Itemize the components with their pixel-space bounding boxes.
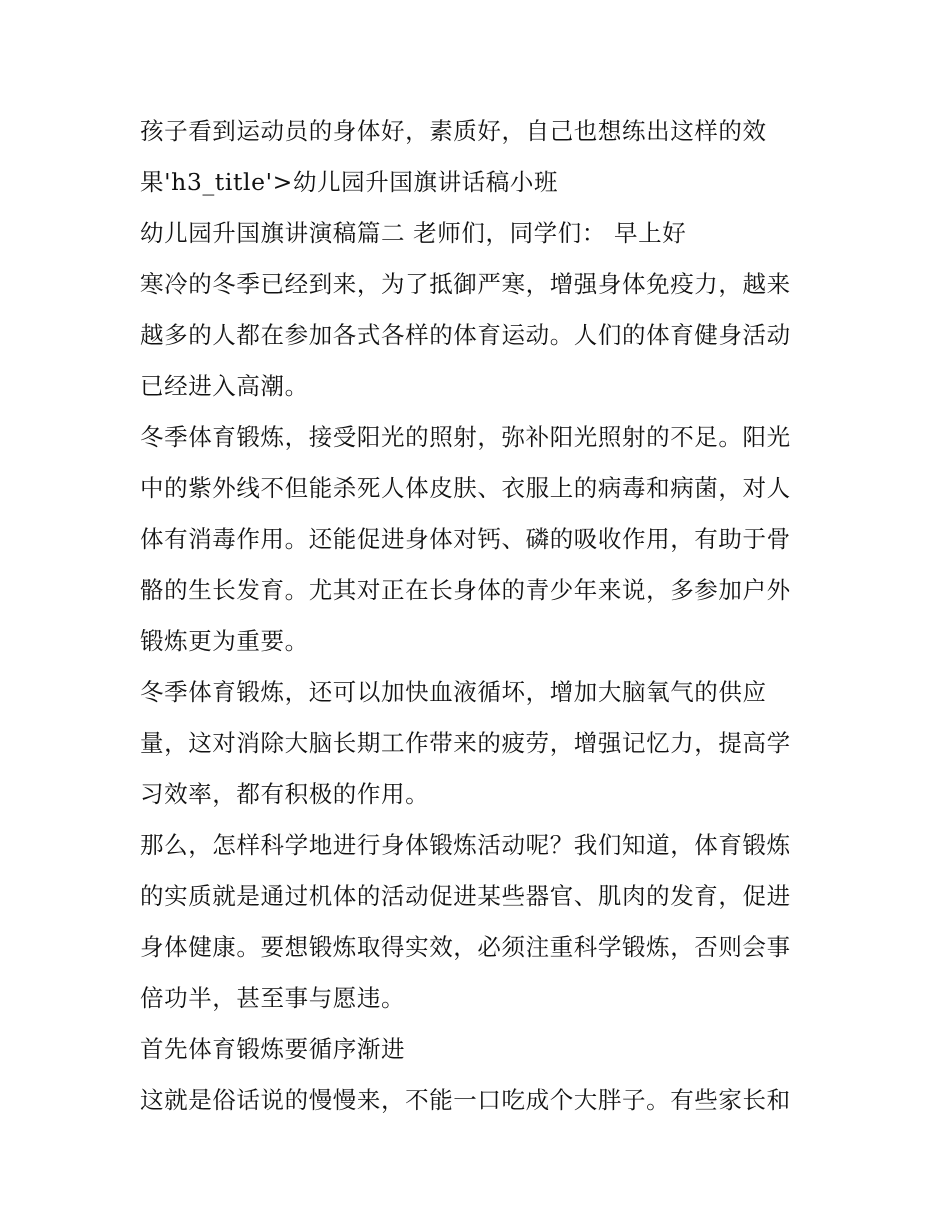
paragraph-line: 果'h3_title'>幼儿园升国旗讲话稿小班 xyxy=(140,168,559,196)
paragraph-line: 已经进入高潮。 xyxy=(140,372,309,400)
paragraph-1 xyxy=(140,106,820,208)
paragraph-4 xyxy=(140,412,820,667)
paragraph-line: 骼的生长发育。尤其对正在长身体的青少年来说，多参加户外 xyxy=(140,576,791,604)
paragraph-3 xyxy=(140,259,820,412)
paragraph-line: 冬季体育锻炼，接受阳光的照射，弥补阳光照射的不足。阳光 xyxy=(140,423,791,451)
paragraph-line: 寒冷的冬季已经到来，为了抵御严寒，增强身体免疫力，越来 xyxy=(140,270,791,298)
paragraph-line: 这就是俗话说的慢慢来，不能一口吃成个大胖子。有些家长和 xyxy=(140,1086,791,1114)
paragraph-line: 锻炼更为重要。 xyxy=(140,627,309,655)
document-body xyxy=(140,106,820,1126)
paragraph-8 xyxy=(140,1075,820,1126)
paragraph-line: 的实质就是通过机体的活动促进某些器官、肌肉的发育，促进 xyxy=(140,882,791,910)
paragraph-line: 首先体育锻炼要循序渐进 xyxy=(140,1035,406,1063)
paragraph-line: 倍功半，甚至事与愿违。 xyxy=(140,984,406,1012)
paragraph-2 xyxy=(140,208,820,259)
paragraph-7-heading xyxy=(140,1024,820,1075)
paragraph-line: 那么，怎样科学地进行身体锻炼活动呢？我们知道，体育锻炼 xyxy=(140,831,791,859)
paragraph-line: 量，这对消除大脑长期工作带来的疲劳，增强记忆力，提高学 xyxy=(140,729,791,757)
paragraph-line: 中的紫外线不但能杀死人体皮肤、衣服上的病毒和病菌，对人 xyxy=(140,474,791,502)
paragraph-line: 习效率，都有积极的作用。 xyxy=(140,780,430,808)
paragraph-line: 孩子看到运动员的身体好，素质好，自己也想练出这样的效 xyxy=(140,117,767,145)
paragraph-6 xyxy=(140,820,820,1024)
paragraph-line: 幼儿园升国旗讲演稿篇二 老师们，同学们： 早上好 xyxy=(140,219,687,247)
paragraph-5 xyxy=(140,667,820,820)
paragraph-line: 冬季体育锻炼，还可以加快血液循坏，增加大脑氧气的供应 xyxy=(140,678,767,706)
paragraph-line: 体有消毒作用。还能促进身体对钙、磷的吸收作用，有助于骨 xyxy=(140,525,791,553)
paragraph-line: 身体健康。要想锻炼取得实效，必须注重科学锻炼，否则会事 xyxy=(140,933,791,961)
paragraph-line: 越多的人都在参加各式各样的体育运动。人们的体育健身活动 xyxy=(140,321,791,349)
